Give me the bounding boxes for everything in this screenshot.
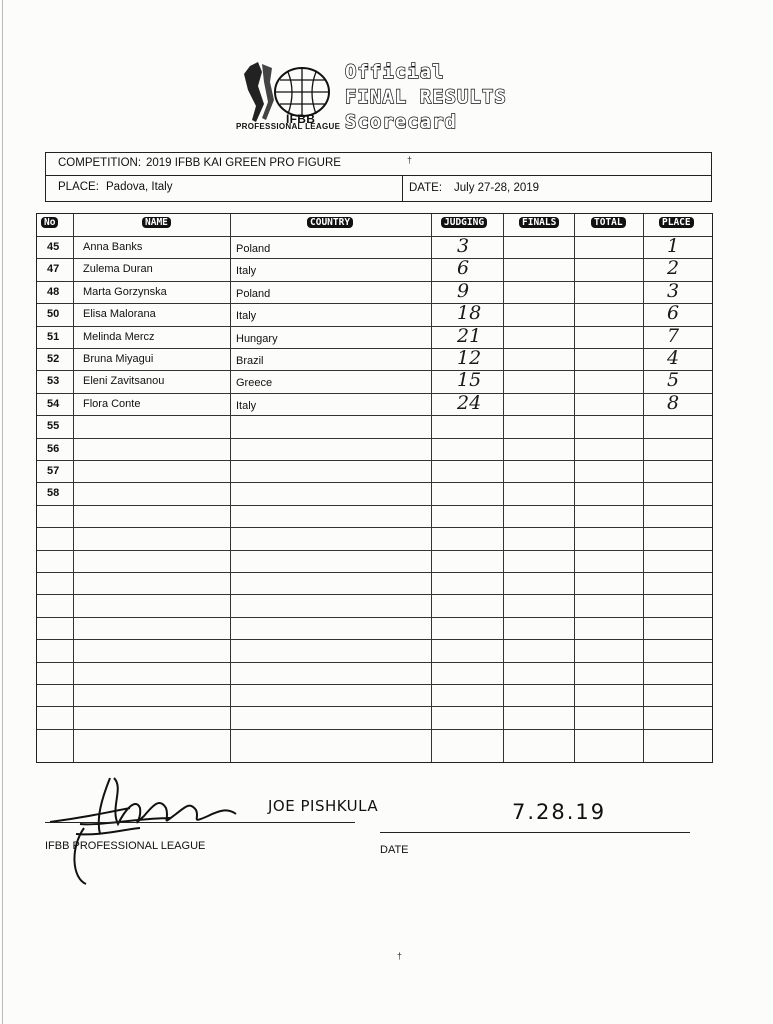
table-column-divider [503, 214, 504, 762]
signature-name: JOE PISHKULA [268, 797, 379, 815]
row-number: 53 [47, 375, 60, 388]
table-row-divider [37, 281, 712, 282]
athlete-name: Elisa Malorana [83, 308, 156, 321]
header-no: No [41, 217, 58, 228]
title-scorecard: Scorecard [345, 111, 457, 133]
scan-edge [2, 0, 3, 1024]
judging-score: 24 [457, 391, 482, 414]
judging-score: 3 [457, 235, 470, 257]
place-date-row [46, 176, 711, 201]
signature-line [45, 822, 355, 823]
table-row-divider [37, 326, 712, 327]
header-finals: FINALS [519, 217, 559, 228]
scan-speck: † [407, 155, 413, 165]
athlete-name: Anna Banks [83, 241, 143, 253]
judging-score: 18 [457, 302, 482, 325]
table-row-divider [37, 258, 712, 259]
table-column-divider [431, 214, 432, 762]
scorecard-title [345, 60, 507, 135]
table-row-divider [37, 729, 712, 730]
row-number: 58 [47, 487, 60, 500]
logo-brand: IFBB [286, 112, 316, 126]
judging-score: 6 [457, 257, 470, 280]
row-number: 50 [47, 308, 60, 321]
athlete-country: Poland [236, 243, 271, 255]
logo-league-text: PROFESSIONAL LEAGUE [236, 122, 341, 131]
title-final-results: FINAL RESULTS [345, 86, 507, 108]
place-label: PLACE: [58, 181, 99, 193]
competition-value: 2019 IFBB KAI GREEN PRO FIGURE [146, 157, 341, 169]
table-row-divider [37, 482, 712, 483]
athlete-country: Italy [236, 310, 257, 323]
header-judging: JUDGING [441, 217, 487, 228]
athlete-name: Melinda Mercz [83, 330, 155, 343]
table-row-divider [37, 236, 712, 237]
title-official: Official [345, 61, 445, 83]
table-row-divider [37, 505, 712, 506]
header-country: COUNTRY [307, 217, 353, 228]
table-row-divider [37, 460, 712, 461]
athlete-country: Italy [236, 265, 257, 278]
row-number: 45 [47, 241, 60, 253]
competition-label: COMPETITION: [58, 157, 142, 169]
athlete-country: Italy [236, 399, 257, 412]
header-name: NAME [142, 217, 171, 228]
athlete-name: Zulema Duran [83, 263, 153, 276]
row-number: 54 [47, 397, 60, 410]
header-place: PLACE [659, 217, 694, 228]
table-row-divider [37, 438, 712, 439]
results-table [36, 213, 713, 763]
table-row-divider [37, 684, 712, 685]
date-value: July 27-28, 2019 [454, 182, 540, 194]
place-result: 6 [667, 302, 680, 325]
row-number: 57 [47, 465, 60, 477]
table-row-divider [37, 415, 712, 416]
row-number: 48 [47, 285, 60, 298]
scan-speck: † [397, 951, 403, 961]
league-label: IFBB PROFESSIONAL LEAGUE [45, 840, 206, 852]
table-row-divider [37, 594, 712, 595]
place-result: 7 [667, 324, 680, 347]
athlete-country: Hungary [236, 332, 278, 345]
table-row-divider [37, 706, 712, 707]
place-result: 4 [667, 347, 680, 369]
date-label: DATE: [409, 182, 443, 194]
table-row-divider [37, 662, 712, 663]
place-result: 3 [667, 279, 680, 302]
table-row-divider [37, 639, 712, 640]
table-row-divider [37, 393, 712, 394]
date-line [380, 832, 690, 833]
place-result: 1 [667, 235, 680, 257]
row-number: 56 [47, 442, 60, 455]
table-row-divider [37, 303, 712, 304]
athlete-country: Brazil [236, 355, 264, 367]
table-row-divider [37, 572, 712, 573]
signature-scribble [40, 768, 280, 888]
place-result: 2 [667, 257, 680, 280]
table-column-divider [574, 214, 575, 762]
table-row-divider [37, 550, 712, 551]
table-row-divider [37, 348, 712, 349]
signature-date-label: DATE [380, 844, 409, 856]
signature-date: 7.28.19 [512, 800, 607, 824]
row-number: 47 [47, 263, 60, 276]
athlete-name: Marta Gorzynska [83, 285, 167, 298]
place-value: Padova, Italy [106, 181, 173, 193]
row-number: 52 [47, 353, 60, 365]
place-result: 5 [667, 369, 680, 392]
header-total: TOTAL [591, 217, 626, 228]
row-number: 55 [47, 420, 60, 433]
table-column-divider [73, 214, 74, 762]
info-divider [402, 176, 403, 201]
row-number: 51 [47, 330, 60, 343]
place-result: 8 [667, 391, 680, 414]
table-row-divider [37, 527, 712, 528]
table-column-divider [643, 214, 644, 762]
athlete-name: Eleni Zavitsanou [83, 375, 165, 388]
athlete-name: Bruna Miyagui [83, 353, 154, 365]
athlete-country: Poland [236, 287, 271, 300]
table-row-divider [37, 617, 712, 618]
judging-score: 21 [457, 324, 482, 347]
judging-score: 12 [457, 347, 482, 369]
athlete-country: Greece [236, 377, 273, 390]
table-column-divider [230, 214, 231, 762]
table-row-divider [37, 370, 712, 371]
competition-info-box [45, 152, 712, 202]
competition-row [46, 153, 711, 176]
judging-score: 15 [457, 369, 482, 392]
athlete-name: Flora Conte [83, 397, 141, 410]
judging-score: 9 [457, 279, 470, 302]
